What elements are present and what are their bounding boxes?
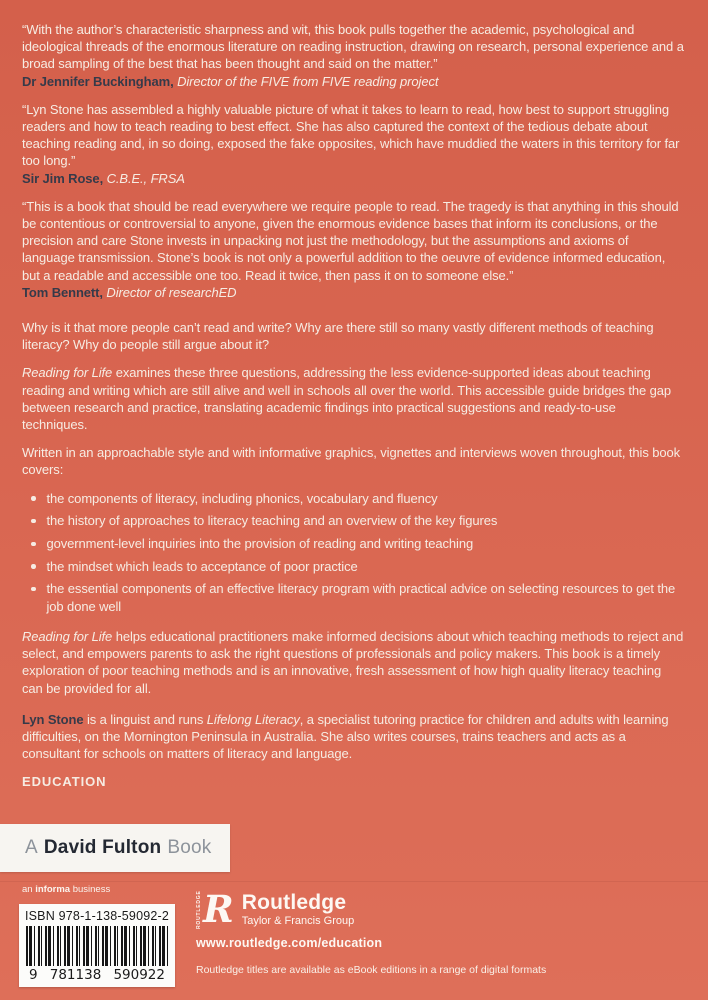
book-title-italic: Reading for Life (22, 365, 113, 381)
ebook-availability-note: Routledge titles are available as eBook editions in a range of digital formats (196, 964, 547, 976)
endorsement-quote-1 (22, 21, 684, 90)
informa-prefix: an (22, 884, 36, 895)
bullet-text: the history of approaches to literacy teaching and an overview of the key figures (46, 513, 498, 529)
bullet-dot-icon (31, 496, 36, 501)
endorsement-quote-3 (22, 198, 684, 301)
barcode-digits-group2: 590922 (113, 967, 165, 983)
quote-text: “This is a book that should be read everywhere we require people to read. The tragedy is that anything in this should be contentious or controversial to anyone, given the enormous evidence bases that inform its conclusions, or the precision and care Stone invests in unpacking not just the methodology, but the assumptions and axioms of language transmission. Stone’s book is not only a powerful addition to the oeuvre of evidence informed education, but a readable and accessible one too. Read it twice, then pass it on to someone else.” (22, 198, 679, 283)
bullet-dot-icon (31, 587, 36, 592)
bullet-dot-icon (31, 564, 36, 569)
isbn-barcode (19, 904, 175, 987)
paragraph-questions: Why is it that more people can’t read and write? Why are there still so many vastly different methods of teaching literacy? Why do people still argue about it? (22, 320, 654, 353)
paragraph-examines (22, 364, 684, 433)
bullet-text: the mindset which leads to acceptance of poor practice (46, 558, 358, 574)
cover-crease-line (0, 881, 708, 882)
author-name: Lyn Stone (22, 711, 84, 727)
quote-author: Dr Jennifer Buckingham (22, 73, 171, 89)
quote-separator: , (99, 170, 104, 186)
imprint-banner (0, 824, 230, 872)
author-bio-text: is a linguist and runs (83, 711, 207, 727)
endorsement-quote-2 (22, 101, 684, 187)
quote-attribution (22, 73, 684, 90)
imprint-prefix: A (25, 837, 38, 858)
quote-author: Sir Jim Rose (22, 170, 100, 186)
paragraph-helps-text: helps educational practitioners make informed decisions about which teaching methods to reject and select, and empowers parents to ask the right questions of professionals and policy makers. This book is a timely exploration of poor teaching methods and is an innovative, fresh assessment of how high quality literacy teaching can be provided for all. (22, 628, 684, 696)
bullet-dot-icon (31, 542, 36, 547)
barcode-bars (26, 926, 168, 966)
quote-separator: , (170, 73, 174, 89)
routledge-logo-text (242, 889, 354, 927)
isbn-label: ISBN 978-1-138-59092-2 (24, 909, 170, 923)
imprint-suffix: Book (167, 837, 212, 858)
quote-author: Tom Bennett (22, 284, 100, 300)
publisher-logo-block (196, 889, 354, 929)
quote-author-role: Director of the FIVE from FIVE reading project (173, 73, 439, 89)
imprint-name: David Fulton (43, 837, 162, 858)
routledge-r-icon: R (203, 887, 234, 931)
list-item (22, 535, 684, 552)
bullet-text: government-level inquiries into the provision of reading and writing teaching (46, 536, 474, 552)
barcode-digits (26, 967, 168, 983)
bullet-text: the essential components of an effective literacy program with practical advice on selecting resources to get the job done well (46, 581, 676, 614)
list-item (22, 512, 684, 529)
routledge-vertical-text: ROUTLEDGE (196, 890, 202, 929)
routledge-logo-mark (196, 889, 234, 929)
quote-text: “Lyn Stone has assembled a highly valuable picture of what it takes to learn to read, how best to support struggling readers and how to teach reading to best effect. She has also captured the context of the tedious debate about teaching reading and, in so doing, exposed the fake opposites, which have muddied the waters in this territory for far too long.” (22, 101, 680, 169)
paragraph-author-bio (22, 711, 684, 763)
informa-business-line (22, 884, 110, 895)
book-title-italic: Reading for Life (22, 628, 113, 644)
informa-suffix: business (70, 884, 111, 895)
paragraph-helps (22, 628, 684, 697)
quote-author-role: C.B.E., FRSA (103, 170, 185, 186)
bullet-dot-icon (31, 519, 36, 524)
publisher-tagline: Taylor & Francis Group (241, 915, 355, 927)
barcode-digits-group1: 781138 (49, 967, 102, 983)
publisher-website: www.routledge.com/education (196, 936, 383, 950)
practice-name-italic: Lifelong Literacy (206, 711, 300, 727)
barcode-digit-left: 9 (29, 967, 38, 983)
list-item (22, 558, 684, 575)
list-item (22, 490, 684, 507)
quote-attribution (22, 170, 684, 187)
quote-author-role: Director of researchED (102, 284, 237, 300)
paragraph-examines-text: examines these three questions, addressing the less evidence-supported ideas about teaching reading and writing which are still alive and well in schools all over the world. This accessible guide bridges the gap between research and practice, translating academic findings into practical suggestions and ready-to-use techniques. (22, 365, 672, 433)
bullet-list (22, 490, 684, 615)
paragraph-covers-intro: Written in an approachable style and with informative graphics, vignettes and interviews woven throughout, this book covers: (22, 445, 681, 478)
author-bio-text: , a specialist tutoring practice for children and adults with learning difficulties, on the Mornington Peninsula in Australia. She also writes courses, trains teachers and acts as a consultant for schools on matters of literacy and language. (22, 711, 669, 762)
category-label: EDUCATION (22, 774, 107, 790)
quote-attribution (22, 284, 684, 301)
routledge-logo (196, 889, 354, 929)
informa-wordmark: informa (35, 884, 71, 895)
list-item (22, 580, 684, 614)
bullet-text: the components of literacy, including phonics, vocabulary and fluency (46, 490, 438, 506)
quote-text: “With the author’s characteristic sharpness and wit, this book pulls together the academic, psychological and ideological threads of the enormous literature on reading instruction, drawing on research, personal experience and a broad sampling of the best that has been thought and said on the matter.” (22, 22, 684, 72)
publisher-name: Routledge (241, 891, 347, 914)
quote-separator: , (99, 284, 103, 300)
